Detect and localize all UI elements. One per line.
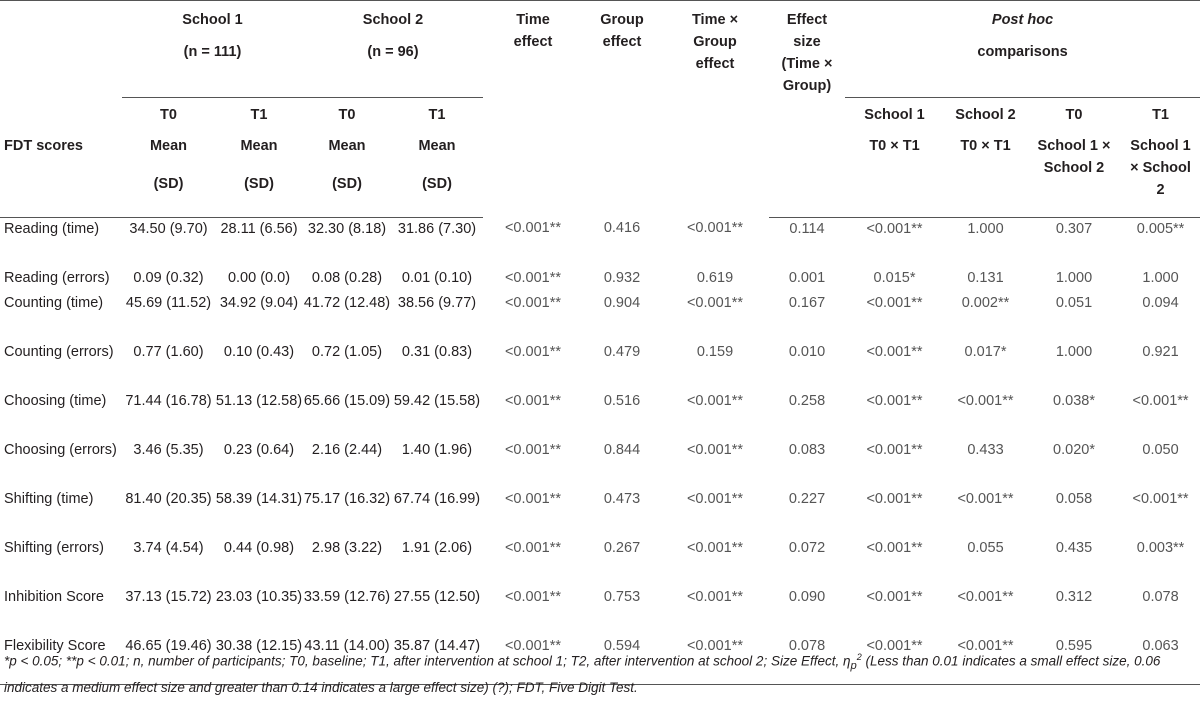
cell-s1t0: 0.09 (0.32): [133, 269, 204, 286]
cell-es: 0.227: [788, 490, 826, 507]
cell-group: 0.753: [603, 588, 641, 605]
cell-es: 0.001: [788, 269, 826, 286]
cell-s2t1: 1.40 (1.96): [401, 441, 473, 458]
cell-s1t1: 34.92 (9.04): [219, 294, 299, 311]
footnote-sub: p: [850, 660, 857, 673]
table-row: [0, 292, 1200, 341]
cell-s1t1: 0.23 (0.64): [223, 441, 295, 458]
cell-ph4: 0.005**: [1136, 220, 1185, 237]
cell-s1t1: 0.44 (0.98): [223, 539, 295, 556]
cell-s2t0: 0.08 (0.28): [311, 269, 383, 286]
cell-tg: <0.001**: [686, 294, 744, 311]
cell-tg: <0.001**: [686, 392, 744, 409]
header-effect-size: Effect size (Time × Group): [769, 1, 845, 98]
cell-ph1: <0.001**: [866, 441, 923, 458]
cell-ph1: <0.001**: [866, 343, 923, 360]
cell-s1t1: 30.38 (12.15): [215, 635, 303, 685]
cell-time: <0.001**: [504, 269, 562, 286]
cell-ph1: <0.001**: [866, 588, 923, 605]
header-time-effect: Time effect: [483, 1, 583, 218]
header-school1-n: (n = 111): [122, 41, 303, 97]
cell-tg: <0.001**: [686, 490, 744, 507]
cell-es: 0.072: [788, 539, 826, 556]
cell-s1t1: 51.13 (12.58): [215, 392, 303, 409]
row-label: Counting (errors): [4, 343, 114, 360]
header-s2-t1: T1: [428, 106, 446, 123]
cell-es: 0.078: [769, 635, 845, 685]
row-label: Inhibition Score: [4, 588, 104, 605]
header-ph-s2-t0xt1: T0 × T1: [944, 131, 1027, 217]
footnote-text-after: (Less than 0.01 indicates a small effect size, 0.06 indicates a medium effect size and greater than 0.14 indicates a large effect size) (?); FDT, Five Digit Test.: [4, 653, 1161, 696]
table-row: [0, 488, 1200, 537]
header-s1-t0: T0: [160, 106, 177, 123]
cell-s1t0: 34.50 (9.70): [129, 220, 208, 237]
cell-s1t0: 71.44 (16.78): [125, 392, 212, 409]
cell-ph1: <0.001**: [866, 294, 923, 311]
row-label: Choosing (time): [4, 392, 107, 409]
cell-ph4: <0.001**: [1132, 490, 1189, 507]
cell-s2t1: 1.91 (2.06): [401, 539, 473, 556]
header-school2-n: (n = 96): [303, 41, 483, 97]
footnote-text-before: *p < 0.05; **p < 0.01; n, number of participants; T0, baseline; T1, after intervention at school 1; T2, after intervention at school 2; Size Effect, η: [4, 653, 851, 669]
cell-ph2: <0.001**: [957, 588, 1014, 605]
cell-time: <0.001**: [504, 220, 562, 236]
cell-ph1: <0.001**: [866, 539, 923, 556]
cell-ph3: 0.435: [1055, 539, 1093, 556]
header-s2-t0: T0: [338, 106, 356, 123]
header-effect-blank: [769, 131, 845, 217]
cell-group: 0.267: [603, 539, 641, 556]
cell-ph3: 0.051: [1055, 294, 1093, 311]
cell-s1t0: 0.77 (1.60): [133, 343, 204, 360]
footnote-sup: 2: [856, 652, 862, 662]
cell-ph1: <0.001**: [845, 635, 944, 685]
header-s1-t1: T1: [250, 106, 268, 123]
header-post-hoc: [845, 1, 1200, 42]
cell-s1t0: 46.65 (19.46): [122, 635, 215, 685]
cell-ph3: 0.020*: [1053, 441, 1095, 458]
cell-s2t1: 31.86 (7.30): [397, 220, 477, 237]
cell-time: <0.001**: [504, 441, 562, 458]
cell-ph4: <0.001**: [1132, 392, 1189, 409]
header-s1-t0-mean: Mean (SD): [122, 131, 215, 217]
cell-s2t0: 33.59 (12.76): [303, 588, 391, 605]
table-row: [0, 217, 1200, 267]
cell-ph2: 0.002**: [961, 294, 1010, 311]
cell-ph4: 0.078: [1142, 588, 1179, 605]
cell-s2t1: 67.74 (16.99): [393, 490, 481, 507]
header-ph-t0-s1xs2: School 1 × School 2: [1027, 131, 1121, 217]
cell-tg: <0.001**: [686, 588, 744, 605]
table-body: [0, 217, 1200, 684]
row-label: Choosing (errors): [4, 441, 117, 458]
cell-time: <0.001**: [504, 392, 562, 409]
cell-group: 0.932: [603, 269, 641, 286]
cell-ph2: 0.017*: [964, 343, 1007, 360]
cell-s2t1: 27.55 (12.50): [393, 588, 481, 605]
cell-group: 0.594: [583, 635, 661, 685]
cell-s2t0: 43.11 (14.00): [303, 635, 391, 685]
row-label: Reading (time): [4, 220, 100, 237]
cell-tg: <0.001**: [686, 539, 744, 556]
cell-tg: <0.001**: [661, 635, 769, 685]
cell-es: 0.114: [789, 220, 825, 237]
table-row: [0, 439, 1200, 488]
table-row: [0, 390, 1200, 439]
cell-ph4: 0.921: [1142, 343, 1179, 360]
cell-ph4: 0.094: [1142, 294, 1179, 311]
cell-s1t1: 0.10 (0.43): [223, 343, 295, 360]
row-label: Shifting (time): [4, 490, 94, 507]
header-s1-t1-mean: Mean (SD): [215, 131, 303, 217]
cell-group: 0.844: [603, 441, 641, 458]
row-label: Reading (errors): [4, 269, 110, 286]
cell-s1t0: 81.40 (20.35): [125, 490, 212, 507]
table-row: [0, 537, 1200, 586]
cell-ph2: 0.131: [967, 269, 1004, 286]
table-row: [0, 586, 1200, 635]
cell-time: <0.001**: [504, 539, 562, 556]
cell-ph2: <0.001**: [957, 392, 1014, 409]
cell-s1t1: 58.39 (14.31): [215, 490, 303, 507]
cell-group: 0.479: [603, 343, 641, 360]
cell-ph2: <0.001**: [944, 635, 1027, 685]
cell-s1t1: 23.03 (10.35): [215, 588, 303, 605]
cell-es: 0.083: [788, 441, 826, 458]
cell-time: <0.001**: [504, 294, 562, 311]
cell-time: <0.001**: [504, 588, 562, 605]
cell-group: 0.904: [603, 294, 641, 311]
cell-ph3: 0.307: [1055, 220, 1093, 237]
cell-s2t0: 75.17 (16.32): [303, 490, 391, 507]
header-time-group-effect: Time × Group effect: [661, 1, 769, 218]
cell-group: 0.416: [603, 220, 641, 236]
cell-s2t0: 2.98 (3.22): [311, 539, 383, 556]
header-ph-t1: T1: [1152, 106, 1169, 123]
cell-es: 0.010: [788, 343, 826, 360]
cell-ph3: 0.312: [1055, 588, 1093, 605]
post-hoc-italic: Post hoc: [991, 12, 1054, 28]
cell-s1t1: 0.00 (0.0): [227, 269, 291, 286]
header-ph-school2: School 2: [955, 106, 1016, 123]
cell-ph3: 1.000: [1055, 343, 1093, 360]
cell-s1t0: 37.13 (15.72): [125, 588, 212, 605]
header-s2-t0-mean: Mean (SD): [303, 131, 391, 217]
header-ph-s1-t0xt1: T0 × T1: [845, 131, 944, 217]
header-s2-t1-mean: Mean (SD): [391, 131, 483, 217]
cell-ph3: 0.058: [1055, 490, 1093, 507]
row-label: Flexibility Score: [0, 635, 122, 685]
cell-ph2: 0.055: [967, 539, 1004, 556]
cell-ph2: 0.433: [967, 441, 1004, 458]
cell-time: <0.001**: [504, 343, 562, 360]
cell-time: <0.001**: [504, 490, 562, 507]
cell-ph4: 0.063: [1121, 635, 1200, 685]
cell-s2t0: 0.72 (1.05): [311, 343, 383, 360]
cell-ph1: <0.001**: [866, 392, 923, 409]
cell-group: 0.473: [603, 490, 641, 507]
cell-group: 0.516: [603, 392, 641, 409]
cell-s1t0: 45.69 (11.52): [125, 294, 212, 311]
cell-s2t1: 35.87 (14.47): [391, 635, 483, 685]
cell-s2t0: 41.72 (12.48): [303, 294, 391, 311]
row-label: Shifting (errors): [4, 539, 104, 556]
cell-es: 0.258: [788, 392, 826, 409]
cell-s2t1: 0.01 (0.10): [401, 269, 473, 286]
cell-ph4: 0.003**: [1136, 539, 1185, 556]
cell-s2t0: 32.30 (8.18): [307, 220, 387, 237]
table-row: [0, 341, 1200, 390]
cell-es: 0.167: [788, 294, 826, 311]
header-school1: School 1: [122, 1, 303, 42]
cell-tg: 0.619: [696, 269, 734, 286]
cell-tg: 0.159: [696, 343, 734, 360]
cell-tg: <0.001**: [686, 220, 744, 236]
cell-ph1: <0.001**: [866, 220, 923, 237]
table-row: [0, 267, 1200, 292]
cell-ph1: 0.015*: [873, 269, 916, 286]
cell-es: 0.090: [788, 588, 826, 605]
cell-ph2: <0.001**: [957, 490, 1014, 507]
cell-s2t0: 2.16 (2.44): [311, 441, 383, 458]
cell-s2t1: 38.56 (9.77): [397, 294, 477, 311]
cell-ph4: 1.000: [1142, 269, 1179, 286]
cell-s2t1: 59.42 (15.58): [393, 392, 481, 409]
cell-s2t1: 0.31 (0.83): [401, 343, 473, 360]
header-ph-school1: School 1: [864, 106, 925, 123]
cell-ph3: 0.038*: [1053, 392, 1095, 409]
header-fdt-scores: FDT scores: [0, 131, 122, 217]
cell-ph3: 1.000: [1055, 269, 1093, 286]
cell-ph3: 0.595: [1027, 635, 1121, 685]
cell-tg: <0.001**: [686, 441, 744, 458]
cell-s1t0: 3.46 (5.35): [133, 441, 204, 458]
cell-ph2: 1.000: [967, 220, 1004, 237]
header-school2: School 2: [303, 1, 483, 42]
cell-ph1: <0.001**: [866, 490, 923, 507]
header-ph-t0: T0: [1065, 106, 1083, 123]
row-label: Counting (time): [4, 294, 104, 311]
header-post-hoc-comparisons: comparisons: [845, 41, 1200, 97]
table-footnote: [4, 646, 1196, 699]
cell-s1t0: 3.74 (4.54): [133, 539, 204, 556]
cell-s2t0: 65.66 (15.09): [303, 392, 391, 409]
cell-ph4: 0.050: [1142, 441, 1179, 458]
table-header: [0, 1, 1200, 218]
cell-s1t1: 28.11 (6.56): [220, 220, 298, 237]
header-group-effect: Group effect: [583, 1, 661, 218]
header-ph-t1-s1xs2: School 1 × School 2: [1121, 131, 1200, 217]
cell-time: <0.001**: [483, 635, 583, 685]
